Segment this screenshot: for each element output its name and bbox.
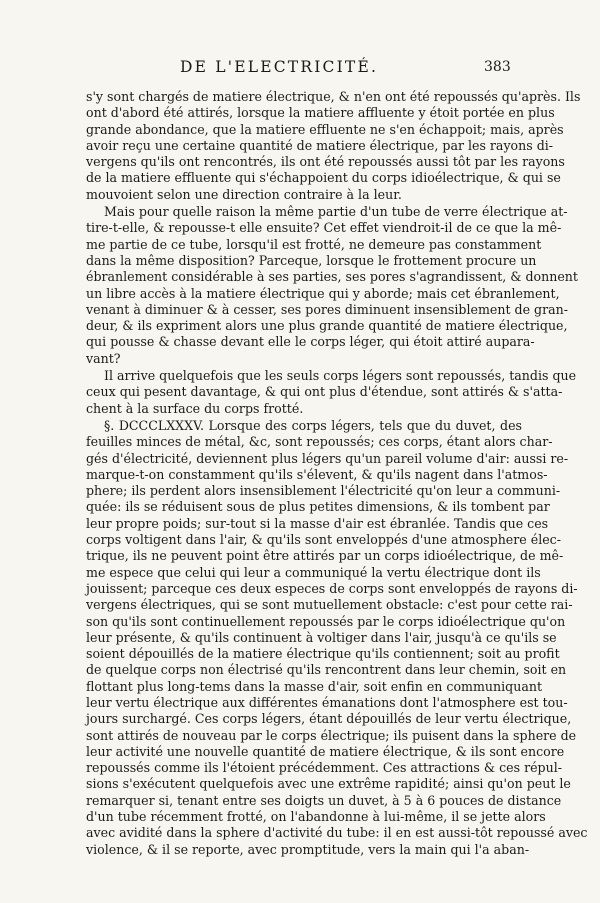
text-line: remarquer si, tenant entre ses doigts un duvet, à 5 à 6 pouces de distance	[86, 792, 562, 808]
text-line: Il arrive quelquefois que les seuls corps légers sont repoussés, tandis que	[104, 368, 577, 384]
text-line: sont attirés de nouveau par le corps électrique; ils puisent dans la sphere de	[86, 727, 577, 743]
paragraph	[86, 204, 578, 367]
text-line: avec avidité dans la sphere d'activité du tube: il en est aussi-tôt repoussé avec	[86, 825, 588, 841]
text-line: violence, & il se reporte, avec promptitude, vers la main qui l'a aban-	[86, 841, 530, 857]
running-title: DE L'ELECTRICITÉ.	[180, 58, 379, 76]
text-line: tire-t-elle, & repousse-t elle ensuite? Cet effet viendroit-il de ce que la mê-	[86, 220, 562, 236]
text-line: corps voltigent dans l'air, & qu'ils sont enveloppés d'une atmosphere élec-	[86, 532, 561, 548]
text-line: Mais pour quelle raison la même partie d'un tube de verre électrique at-	[104, 204, 568, 220]
text-line: venant à diminuer & à cesser, ses pores diminuent insensiblement de gran-	[86, 301, 568, 317]
text-line: de quelque corps non électrisé qu'ils rencontrent dans leur chemin, soit en	[86, 662, 567, 678]
paragraph	[86, 417, 588, 858]
text-line: ceux qui pesent davantage, & qui ont plus d'étendue, sont attirés & s'atta-	[86, 384, 563, 400]
text-line: leur propre poids; sur-tout si la masse d'air est ébranlée. Tandis que ces	[86, 515, 549, 531]
text-line: vergens électriques, qui se sont mutuellement obstacle: c'est pour cette rai-	[86, 597, 573, 613]
text-line: me espece que celui qui leur a communiqué la vertu électrique dont ils	[86, 564, 541, 580]
text-line: §. DCCCLXXXV. Lorsque des corps légers, tels que du duvet, des	[104, 417, 522, 433]
text-line: leur activité une nouvelle quantité de matiere électrique, & ils sont encore	[86, 743, 565, 759]
text-line: vant?	[86, 350, 121, 366]
text-line: leur présente, & qu'ils continuent à voltiger dans l'air, jusqu'à ce qu'ils se	[86, 629, 557, 645]
text-line: ébranlement considérable à ses parties, ses pores s'agrandissent, & donnent	[86, 269, 578, 285]
text-line: qui pousse & chasse devant elle le corps léger, qui étoit attiré aupara-	[86, 334, 535, 350]
text-line: vergens qu'ils ont rencontrés, ils ont été repoussés aussi tôt par les rayons	[86, 154, 565, 170]
text-line: mouvoient selon une direction contraire à la leur.	[86, 186, 402, 202]
paragraph	[86, 368, 577, 417]
text-line: flottant plus long-tems dans la masse d'air, soit enfin en communiquant	[86, 678, 543, 694]
text-line: chent à la surface du corps frotté.	[86, 400, 304, 416]
body-text	[86, 89, 588, 858]
text-line: me partie de ce tube, lorsqu'il est frotté, ne demeure pas constamment	[86, 236, 542, 252]
text-line: ont d'abord été attirés, lorsque la matiere affluente y étoit portée en plus	[86, 105, 555, 121]
text-line: soient dépouillés de la matiere électrique qu'ils contiennent; soit au profit	[86, 646, 560, 662]
text-line: jouissent; parceque ces deux especes de corps sont enveloppés de rayons di-	[86, 580, 578, 596]
text-line: feuilles minces de métal, &c, sont repoussés; ces corps, étant alors char-	[86, 434, 553, 450]
text-line: son qu'ils sont continuellement repoussés par le corps idioélectrique qu'on	[86, 613, 566, 629]
text-line: un libre accès à la matiere électrique qui y aborde; mais cet ébranlement,	[86, 285, 560, 301]
text-line: de la matiere effluente qui s'échappoient du corps idioélectrique, & qui se	[86, 170, 561, 186]
text-line: dans la même disposition? Parceque, lorsque le frottement procure un	[86, 252, 537, 268]
text-line: d'un tube récemment frotté, on l'abandonne à lui-même, il se jette alors	[86, 809, 546, 825]
text-line: gés d'électricité, deviennent plus légers qu'un pareil volume d'air: aussi re-	[86, 450, 569, 466]
text-line: avoir reçu une certaine quantité de matiere électrique, par les rayons di-	[86, 137, 554, 153]
text-line: leur vertu électrique aux différentes émanations dont l'atmosphere est tou-	[86, 694, 568, 710]
text-line: marque-t-on constamment qu'ils s'élevent, & qu'ils nagent dans l'atmos-	[86, 466, 548, 482]
text-line: s'y sont chargés de matiere électrique, & n'en ont été repoussés qu'après. Ils	[86, 89, 581, 104]
page-number: 383	[484, 59, 511, 75]
text-line: sions s'exécutent quelquefois avec une extrême rapidité; ainsi qu'on peut le	[86, 776, 571, 792]
text-line: phere; ils perdent alors insensiblement l'électricité qu'on leur a communi-	[86, 483, 561, 499]
text-line: grande abondance, que la matiere effluente ne s'en échappoit; mais, après	[86, 121, 564, 137]
text-line: repoussés comme ils l'étoient précédemment. Ces attractions & ces répul-	[86, 760, 563, 776]
paragraph	[86, 89, 581, 203]
page-header	[0, 58, 600, 82]
text-line: trique, ils ne peuvent point être attirés par un corps idioélectrique, de mê-	[86, 548, 564, 564]
text-line: deur, & ils expriment alors une plus grande quantité de matiere électrique,	[86, 318, 568, 334]
text-line: quée: ils se réduisent sous de plus petites dimensions, & ils tombent par	[86, 499, 550, 515]
text-line: jours surchargé. Ces corps légers, étant dépouillés de leur vertu électrique,	[86, 711, 572, 727]
